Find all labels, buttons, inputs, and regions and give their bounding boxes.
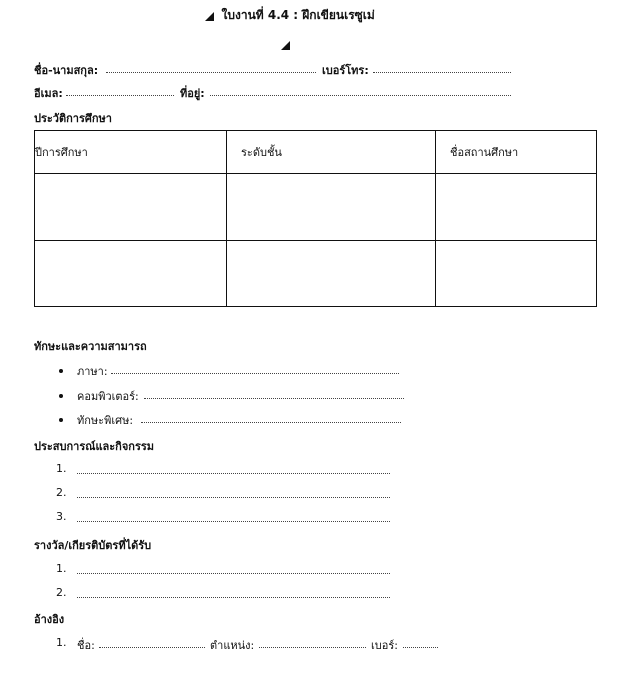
list-number: 1.: [56, 636, 67, 649]
list-number: 1.: [56, 462, 67, 475]
table-header-row: [35, 131, 597, 174]
skills-heading: ทักษะและความสามารถ: [34, 340, 147, 353]
reference-position-field[interactable]: [259, 638, 366, 648]
worksheet-title: ใบงานที่ 4.4 : ฝึกเขียนเรซูเม่: [205, 6, 375, 25]
list-number: 2.: [56, 586, 67, 599]
skill-special-label: ทักษะพิเศษ:: [77, 414, 134, 427]
address-label: ที่อยู่:: [180, 87, 205, 100]
phone-label: เบอร์โทร:: [322, 64, 369, 77]
bullet-icon: [59, 418, 63, 422]
award-field-2[interactable]: [77, 588, 390, 598]
skill-computer-label: คอมพิวเตอร์:: [77, 390, 139, 403]
reference-name-label: ชื่อ:: [77, 639, 95, 652]
experience-field-1[interactable]: [77, 464, 390, 474]
triangle-marker-icon: [205, 12, 214, 21]
column-header-year: ปีการศึกษา: [35, 131, 227, 174]
name-label: ชื่อ-นามสกุล:: [34, 64, 99, 77]
list-number: 3.: [56, 510, 67, 523]
reference-phone-label: เบอร์:: [371, 639, 398, 652]
education-table: [34, 130, 597, 307]
phone-field[interactable]: [373, 63, 511, 73]
table-cell[interactable]: [436, 174, 597, 241]
reference-phone-field[interactable]: [403, 638, 438, 648]
education-heading: ประวัติการศึกษา: [34, 112, 112, 125]
list-number: 1.: [56, 562, 67, 575]
column-header-level: ระดับชั้น: [227, 131, 436, 174]
reference-name-field[interactable]: [99, 638, 205, 648]
table-cell[interactable]: [35, 174, 227, 241]
email-field[interactable]: [66, 86, 174, 96]
column-header-school: ชื่อสถานศึกษา: [436, 131, 597, 174]
skill-special-field[interactable]: [141, 413, 401, 423]
skill-language-label: ภาษา:: [77, 365, 108, 378]
skill-language-field[interactable]: [111, 364, 399, 374]
experience-heading: ประสบการณ์และกิจกรรม: [34, 440, 155, 453]
table-row: [35, 241, 597, 307]
table-cell[interactable]: [227, 241, 436, 307]
list-number: 2.: [56, 486, 67, 499]
table-cell[interactable]: [35, 241, 227, 307]
triangle-marker-icon: [281, 38, 290, 51]
bullet-icon: [59, 369, 63, 373]
table-cell[interactable]: [436, 241, 597, 307]
name-field[interactable]: [106, 63, 316, 73]
address-field[interactable]: [210, 86, 511, 96]
awards-heading: รางวัล/เกียรติบัตรที่ได้รับ: [34, 539, 152, 552]
reference-heading: อ้างอิง: [34, 613, 65, 626]
bullet-icon: [59, 394, 63, 398]
reference-position-label: ตำแหน่ง:: [210, 639, 255, 652]
experience-field-3[interactable]: [77, 512, 390, 522]
experience-field-2[interactable]: [77, 488, 390, 498]
award-field-1[interactable]: [77, 564, 390, 574]
table-cell[interactable]: [227, 174, 436, 241]
email-label: อีเมล:: [34, 87, 63, 100]
skill-computer-field[interactable]: [144, 389, 404, 399]
table-row: [35, 174, 597, 241]
